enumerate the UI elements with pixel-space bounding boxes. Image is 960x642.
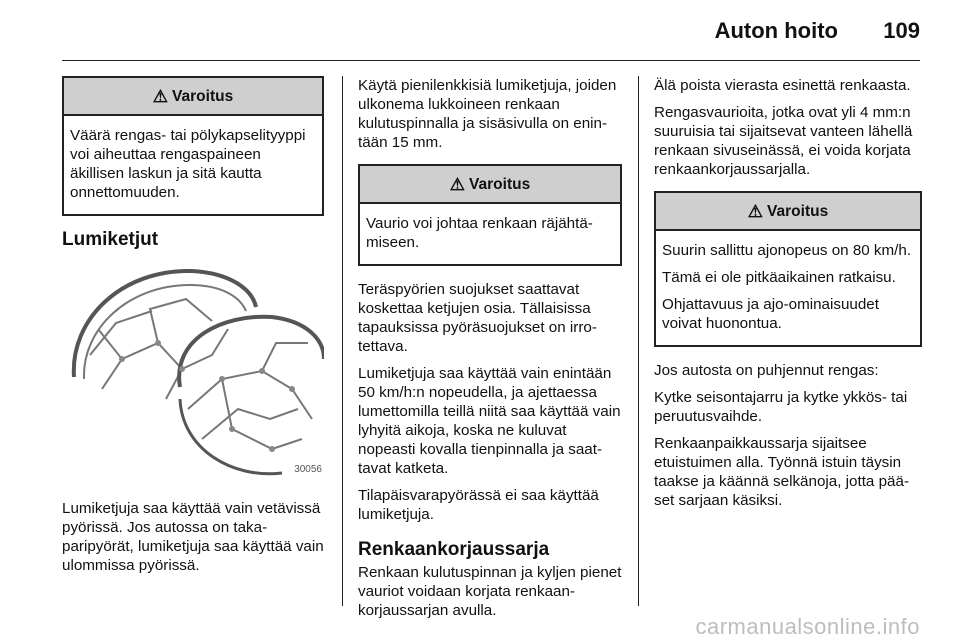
warning-box [654,191,922,347]
paragraph: Renkaanpaikkaussarja sijaitsee etuistuimen alla. Työnnä istuin täysin taakse ja käännä selkänoja, jotta pääset sarjaan käsiksi. [654,435,909,509]
warning-title: Varoitus [469,175,531,193]
warning-title: Varoitus [172,87,234,105]
warning-text: Väärä rengas- tai pölykapselityyppi voi aiheuttaa rengaspaineen äkillisen laskun ja sitä kautta onnettomuuden. [70,127,306,201]
column-divider [638,76,639,606]
paragraph: Lumiketjuja saa käyttää vain vetävissä pyörissä. Jos autossa on takaparipyörät, lumiketjuja saa käyttää vain ulommissa pyörissä. [62,500,324,574]
warning-text: Vaurio voi johtaa renkaan räjähtämiseen. [366,215,593,251]
paragraph: Teräspyörien suojukset saattavat koskettaa ketjujen osia. Tällaisissa tapauksissa pyöräsuojukset on irrotettava. [358,281,597,355]
warning-header [656,193,920,231]
paragraph: Rengasvaurioita, jotka ovat yli 4 mm:n suuruisia tai sijaitsevat vanteen lähellä renkaan sivuseinässä, ei voida korjata renkaankorjaussarjalla. [654,104,913,178]
warning-header [360,166,620,204]
paragraph: Käytä pienilenkkisiä lumiketjuja, joiden ulkonema lukkoineen renkaan kulutuspinnalla ja sisäsivulla on enintään 15 mm. [358,77,617,151]
column-1 [62,76,324,583]
section-title: Auton hoito [714,18,838,43]
watermark: carmanualsonline.info [695,614,920,639]
warning-title: Varoitus [767,202,829,220]
paragraph: Tilapäisvarapyörässä ei saa käyttää lumiketjuja. [358,487,599,523]
column-3 [654,76,922,518]
warning-triangle-icon: ⚠ [449,174,466,194]
column-divider [342,76,343,606]
paragraph: Lumiketjuja saa käyttää vain enintään 50 km/h:n nopeudella, ja ajettaessa lumettomilla teillä niitä saa käyttää vain lyhyitä aikoja, koska ne kuluvat nopeasti kovalla tienpinnalla ja saattavat katketa. [358,365,621,477]
column-2 [358,76,622,628]
paragraph: Renkaan kulutuspinnan ja kyljen pienet vauriot voidaan korjata renkaankorjaussarjan avulla. [358,564,622,619]
warning-box [62,76,324,216]
paragraph: Älä poista vierasta esinettä renkaasta. [654,77,911,94]
paragraph: Jos autosta on puhjennut rengas: [654,362,879,379]
warning-text: Tämä ei ole pitkäaikainen ratkaisu. [662,269,896,286]
section-heading: Renkaankorjaussarja [358,539,550,560]
warning-text: Suurin sallittu ajonopeus on 80 km/h. [662,242,912,259]
header-divider [62,60,920,61]
warning-triangle-icon: ⚠ [152,86,169,106]
snow-chains-illustration [62,259,324,481]
warning-header [64,78,322,116]
warning-box [358,164,622,266]
warning-triangle-icon: ⚠ [747,201,764,221]
paragraph: Kytke seisontajarru ja kytke ykkös- tai peruutusvaihde. [654,389,908,425]
warning-text: Ohjattavuus ja ajo-ominaisuudet voivat huonontua. [662,296,879,332]
page-number: 109 [883,18,920,43]
section-heading: Lumiketjut [62,229,159,250]
figure-number: 30056 [294,464,322,475]
